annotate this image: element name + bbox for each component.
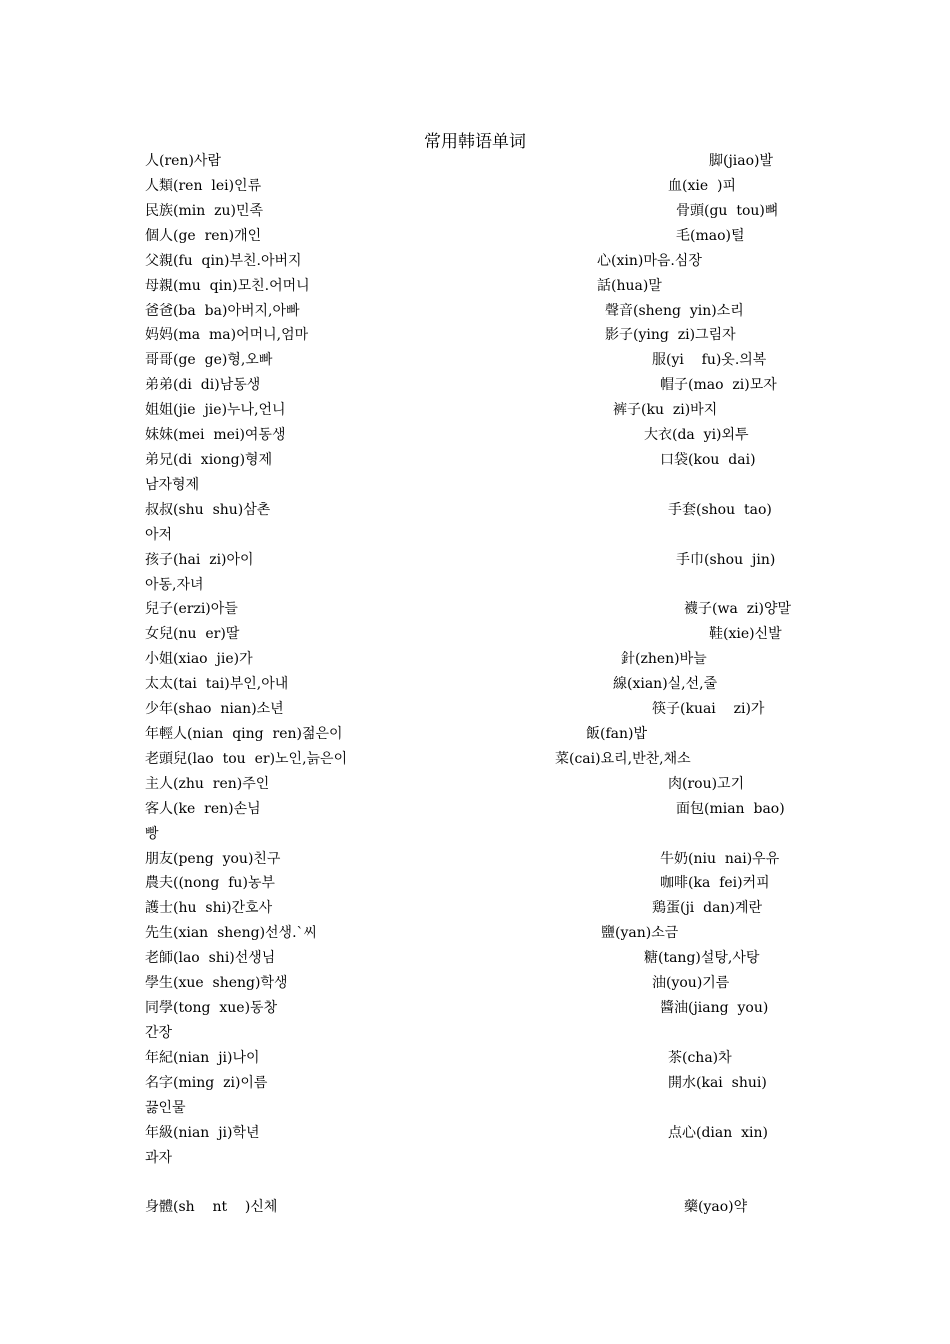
right-entry: 服(yi fu)옷.의복 [652, 352, 767, 368]
right-entry: 手巾(shou jin) [676, 552, 776, 568]
right-entry: 糖(tang)설탕,사탕 [644, 950, 760, 966]
left-entry: 客人(ke ren)손님 [145, 801, 261, 817]
left-entry: 아저 [145, 527, 173, 543]
left-entry: 弟弟(di di)남동생 [145, 377, 261, 393]
left-entry: 學生(xue sheng)학생 [145, 975, 288, 991]
right-entry: 開水(kai shui) [668, 1075, 767, 1091]
left-entry: 母親(mu qin)모친.어머니 [145, 278, 310, 294]
right-entry: 裤子(ku zi)바지 [613, 402, 718, 418]
right-entry: 飯(fan)밥 [586, 726, 647, 742]
left-entry: 身體(sh nt )신체 [145, 1199, 278, 1215]
left-entry: 哥哥(ge ge)형,오빠 [145, 352, 273, 368]
right-entry: 心(xin)마음.심장 [597, 253, 702, 269]
right-entry: 襪子(wa zi)양말 [684, 601, 792, 617]
left-entry: 끓인물 [145, 1100, 186, 1116]
left-entry: 人類(ren lei)인류 [145, 178, 262, 194]
left-entry: 爸爸(ba ba)아버지,아빠 [145, 303, 300, 319]
left-entry: 과자 [145, 1150, 173, 1166]
left-entry: 年紀(nian ji)나이 [145, 1050, 260, 1066]
left-entry: 太太(tai tai)부인,아내 [145, 676, 289, 692]
left-entry: 護士(hu shi)간호사 [145, 900, 273, 916]
left-entry: 少年(shao nian)소년 [145, 701, 284, 717]
document-title: 常用韩语单词 [424, 132, 526, 152]
right-entry: 話(hua)말 [597, 278, 662, 294]
left-entry: 名字(ming zi)이름 [145, 1075, 268, 1091]
right-entry: 帽子(mao zi)모자 [660, 377, 777, 393]
right-entry: 骨頭(gu tou)뼈 [676, 203, 779, 219]
right-entry: 茶(cha)차 [668, 1050, 732, 1066]
right-entry: 口袋(kou dai) [660, 452, 756, 468]
right-entry: 肉(rou)고기 [668, 776, 745, 792]
left-entry: 年輕人(nian qing ren)젊은이 [145, 726, 343, 742]
left-entry: 朋友(peng you)친구 [145, 851, 281, 867]
left-entry: 妹妹(mei mei)여동생 [145, 427, 286, 443]
left-entry: 孩子(hai zi)아이 [145, 552, 254, 568]
right-entry: 聲音(sheng yin)소리 [605, 303, 744, 319]
right-entry: 鶏蛋(ji dan)계란 [652, 900, 763, 916]
right-entry: 影子(ying zi)그림자 [605, 327, 736, 343]
left-entry: 빵 [145, 826, 159, 842]
left-entry: 年級(nian ji)학년 [145, 1125, 260, 1141]
right-entry: 血(xie )피 [668, 178, 737, 194]
right-entry: 鞋(xie)신발 [709, 626, 782, 642]
right-entry: 藥(yao)약 [684, 1199, 748, 1215]
right-entry: 咖啡(ka fei)커피 [660, 875, 770, 891]
left-entry: 姐姐(jie jie)누나,언니 [145, 402, 286, 418]
right-entry: 面包(mian bao) [676, 801, 785, 817]
left-entry: 個人(ge ren)개인 [145, 228, 262, 244]
left-entry: 叔叔(shu shu)삼촌 [145, 502, 271, 518]
right-entry: 菜(cai)요리,반찬,채소 [555, 751, 691, 767]
left-entry: 남자형제 [145, 477, 200, 493]
left-entry: 아동,자녀 [145, 577, 204, 593]
left-entry: 妈妈(ma ma)어머니,엄마 [145, 327, 309, 343]
right-entry: 鹽(yan)소금 [601, 925, 679, 941]
right-entry: 線(xian)실,선,줄 [613, 676, 718, 692]
left-entry: 主人(zhu ren)주인 [145, 776, 270, 792]
right-entry: 筷子(kuai zi)가 [652, 701, 765, 717]
right-entry: 脚(jiao)발 [709, 153, 774, 169]
right-entry: 点心(dian xin) [668, 1125, 769, 1141]
right-entry: 牛奶(niu nai)우유 [660, 851, 780, 867]
left-entry: 父親(fu qin)부친.아버지 [145, 253, 302, 269]
right-entry: 油(you)기름 [652, 975, 730, 991]
left-entry: 老師(lao shi)선생님 [145, 950, 276, 966]
right-entry: 手套(shou tao) [668, 502, 772, 518]
left-entry: 弟兄(di xiong)형제 [145, 452, 273, 468]
left-entry: 民族(min zu)민족 [145, 203, 264, 219]
right-entry: 針(zhen)바늘 [621, 651, 707, 667]
left-entry: 同學(tong xue)동창 [145, 1000, 278, 1016]
left-entry: 女兒(nu er)딸 [145, 626, 240, 642]
right-entry: 醬油(jiang you) [660, 1000, 769, 1016]
left-entry: 小姐(xiao jie)가 [145, 651, 253, 667]
right-entry: 毛(mao)털 [676, 228, 745, 244]
left-entry: 兒子(erzi)아들 [145, 601, 238, 617]
left-entry: 先生(xian sheng)선생.`씨 [145, 925, 318, 941]
right-entry: 大衣(da yi)외투 [644, 427, 749, 443]
left-entry: 人(ren)사람 [145, 153, 221, 169]
left-entry: 간장 [145, 1025, 173, 1041]
left-entry: 農夫((nong fu)농부 [145, 875, 275, 891]
left-entry: 老頭兒(lao tou er)노인,늙은이 [145, 751, 348, 767]
